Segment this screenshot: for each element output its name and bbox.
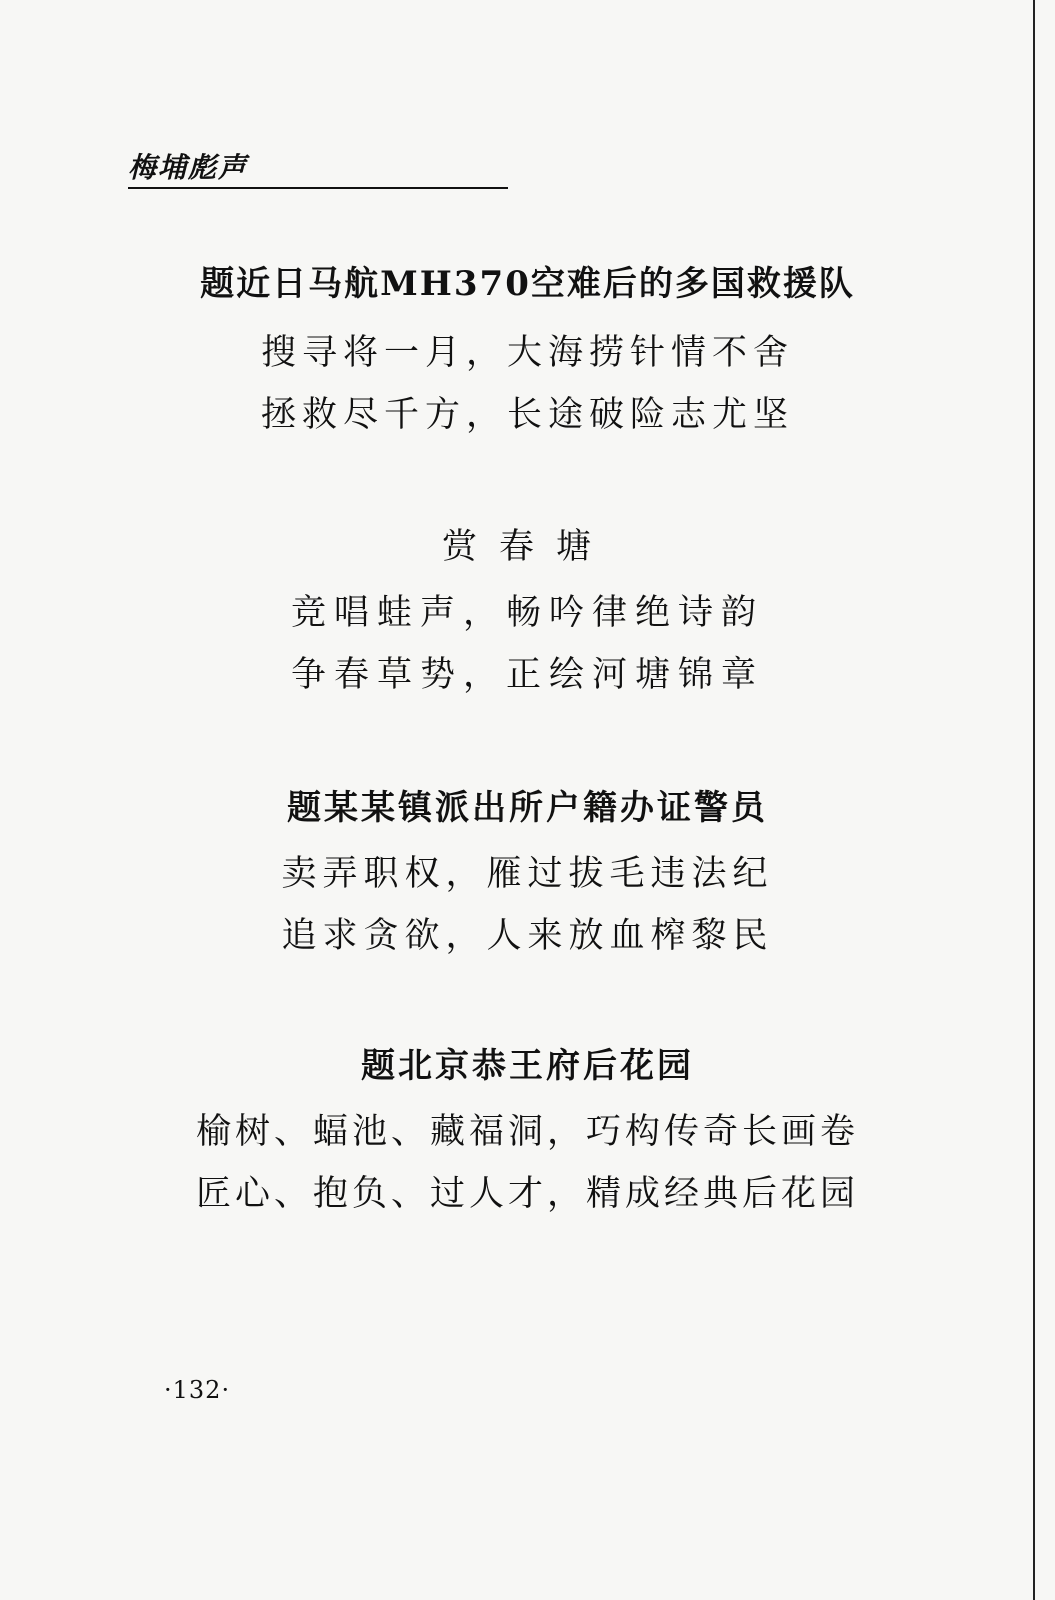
poem-line: 拯救尽千方，长途破险志尤坚 bbox=[260, 395, 794, 435]
poem-line: 追求贪欲，人来放血榨黎民 bbox=[281, 916, 774, 956]
poem-line: 竞唱蛙声，畅吟律绝诗韵 bbox=[290, 593, 764, 633]
poem-line: 搜寻将一月，大海捞针情不舍 bbox=[260, 333, 794, 373]
poem-title: 题某某镇派出所户籍办证警员 bbox=[287, 788, 768, 828]
poem-title: 题北京恭王府后花园 bbox=[361, 1046, 694, 1086]
poem-line: 匠心、抱负、过人才，精成经典后花园 bbox=[195, 1174, 859, 1214]
poem-title: 题近日马航MH370空难后的多国救援队 bbox=[200, 264, 855, 304]
page-number: ·132· bbox=[164, 1376, 231, 1404]
poem-line: 争春草势，正绘河塘锦章 bbox=[290, 655, 764, 695]
poem-line: 卖弄职权，雁过拔毛违法纪 bbox=[281, 854, 774, 894]
poem-line: 榆树、蝠池、藏福洞，巧构传奇长画卷 bbox=[195, 1112, 859, 1152]
header-rule bbox=[128, 187, 508, 189]
poem-title: 赏春塘 bbox=[441, 527, 613, 567]
running-header-title: 梅埔彪声 bbox=[128, 151, 249, 184]
